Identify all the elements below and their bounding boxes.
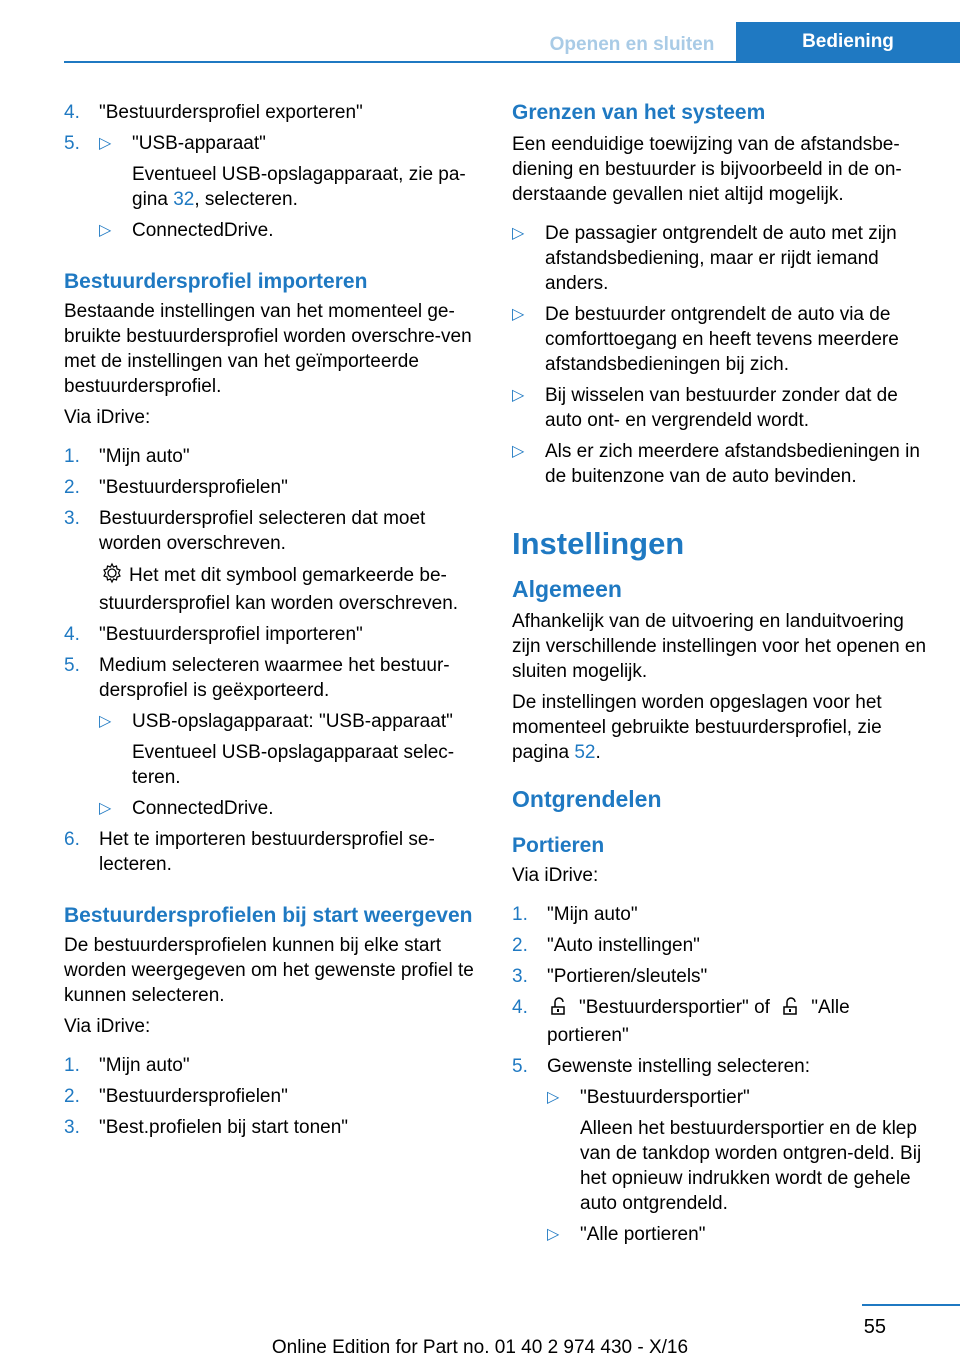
item-text: Bestuurdersprofiel selecteren dat moet worden overschreven. <box>99 508 426 554</box>
chapter-tab: Bediening <box>736 22 960 62</box>
item-number: 3. <box>64 508 80 529</box>
item-number: 2. <box>64 1086 80 1107</box>
left-column <box>64 100 479 1146</box>
list-item <box>512 902 930 927</box>
item-number: 5. <box>64 133 80 154</box>
list-item <box>512 1054 930 1247</box>
triangle-bullet-icon: ▷ <box>547 1089 560 1106</box>
paragraph-text: De instellingen worden opgeslagen voor het momenteel gebruikte bestuurdersprofiel, zie pagina <box>512 692 882 763</box>
bullet-text: Als er zich meerdere afstandsbedieningen in de buitenzone van de auto bevinden. <box>545 441 920 487</box>
item-text: "Mijn auto" <box>99 1055 190 1076</box>
sub-item-text: "USB-apparaat" <box>132 133 266 154</box>
list-item <box>64 1053 479 1078</box>
sub-item-text: "Bestuurdersportier" <box>580 1087 750 1108</box>
list-item <box>64 100 479 125</box>
note-text: Eventueel USB-opslagapparaat, zie pa‐gina <box>132 164 466 210</box>
paragraph: Afhankelijk van de uitvoering en landuitvoering zijn verschillende instellingen voor het openen en sluiten mogelijk. <box>512 611 927 682</box>
triangle-bullet-icon: ▷ <box>547 1226 560 1243</box>
header-rule <box>64 61 960 63</box>
item-text: "Bestuurdersprofiel importeren" <box>99 624 363 645</box>
triangle-bullet-icon: ▷ <box>99 713 112 730</box>
edition-footer: Online Edition for Part no. 01 40 2 974 430 - X/16 <box>271 1337 689 1358</box>
page-link[interactable]: 52 <box>574 742 596 763</box>
item-number: 4. <box>512 997 528 1018</box>
item-number: 2. <box>512 935 528 956</box>
bullet-text: De passagier ontgrendelt de auto met zijn afstandsbediening, maar er rijdt iemand anders. <box>545 223 897 294</box>
item-text: "Portieren/sleutels" <box>547 966 708 987</box>
item-text: "Bestuurdersprofielen" <box>99 1086 288 1107</box>
triangle-bullet-icon: ▷ <box>99 135 112 152</box>
list-item <box>64 475 479 500</box>
profile-gear-icon <box>101 562 123 591</box>
section-heading: Grenzen van het systeem <box>512 101 766 124</box>
sub-item-note: Alleen het bestuurdersportier en de klep van de tankdop worden ontgren‐deld. Bij het opnieuw indrukken wordt de gehele auto ontgrendeld. <box>580 1118 922 1214</box>
sub-item <box>99 709 479 790</box>
bullet-item <box>512 221 930 296</box>
item-text: "Auto instellingen" <box>547 935 700 956</box>
note-text: , selecteren. <box>194 189 298 210</box>
door-unlock-icon <box>549 996 573 1023</box>
paragraph: Een eenduidige toewijzing van de afstandsbe‐diening en bestuurder is bijvoorbeeld in de on‐derstaande gevallen niet altijd mogelijk. <box>512 134 902 205</box>
paragraph-text: . <box>595 742 601 763</box>
page-header <box>0 0 960 62</box>
item-number: 2. <box>64 477 80 498</box>
bullet-item <box>512 383 930 433</box>
section-heading: Algemeen <box>512 576 622 602</box>
item-text: "Bestuurdersprofielen" <box>99 477 288 498</box>
list-item <box>64 506 479 616</box>
note-text: Het met dit symbool gemarkeerde be‐stuurdersprofiel kan worden overschreven. <box>99 565 459 614</box>
section-tab: Openen en sluiten <box>528 28 736 62</box>
bullet-item <box>512 439 930 489</box>
item-number: 3. <box>512 966 528 987</box>
triangle-bullet-icon: ▷ <box>512 225 525 242</box>
triangle-bullet-icon: ▷ <box>512 306 525 323</box>
item-number: 5. <box>512 1056 528 1077</box>
paragraph: Via iDrive: <box>64 1016 151 1037</box>
item-number: 4. <box>64 624 80 645</box>
sub-item <box>99 796 479 821</box>
list-item <box>512 995 930 1048</box>
list-item <box>64 1115 479 1140</box>
sub-item <box>547 1085 930 1216</box>
item-text: "Alle portieren" <box>547 997 850 1046</box>
sub-item <box>547 1222 930 1247</box>
page-link[interactable]: 32 <box>173 189 195 210</box>
sub-item-text: ConnectedDrive. <box>132 798 274 819</box>
sub-item-text: USB-opslagapparaat: "USB-apparaat" <box>132 711 453 732</box>
section-heading: Ontgrendelen <box>512 786 662 812</box>
item-number: 1. <box>512 904 528 925</box>
item-number: 1. <box>64 1055 80 1076</box>
item-text: Medium selecteren waarmee het bestuur‐dersprofiel is geëxporteerd. <box>99 655 450 701</box>
list-item <box>64 622 479 647</box>
list-item <box>64 827 479 877</box>
triangle-bullet-icon: ▷ <box>512 387 525 404</box>
triangle-bullet-icon: ▷ <box>99 222 112 239</box>
list-item <box>512 964 930 989</box>
sub-item-text: ConnectedDrive. <box>132 220 274 241</box>
sub-item <box>99 131 479 212</box>
paragraph: Via iDrive: <box>512 865 599 886</box>
door-unlock-icon <box>781 996 805 1023</box>
item-number: 4. <box>64 102 80 123</box>
paragraph: Bestaande instellingen van het momenteel ge‐bruikte bestuurdersprofiel worden overschre‐ven met de instellingen van het geïmporteerde bestuurdersprofiel. <box>64 301 472 397</box>
section-heading: Bestuurdersprofielen bij start weergeven <box>64 904 473 927</box>
item-text: "Bestuurdersportier" of <box>579 997 776 1018</box>
item-number: 3. <box>64 1117 80 1138</box>
right-column <box>512 100 930 1253</box>
bullet-text: De bestuurder ontgrendelt de auto via de comforttoegang en heeft tevens meerdere afstandsbedieningen bij zich. <box>545 304 899 375</box>
paragraph: De bestuurdersprofielen kunnen bij elke start worden weergegeven om het gewenste profiel te kunnen selecteren. <box>64 935 474 1006</box>
list-item <box>64 444 479 469</box>
subsection-heading: Portieren <box>512 834 605 857</box>
item-number: 5. <box>64 655 80 676</box>
item-number: 1. <box>64 446 80 467</box>
item-text: Het te importeren bestuurdersprofiel se‐lecteren. <box>99 829 435 875</box>
sub-item-note <box>132 162 479 212</box>
item-text: "Mijn auto" <box>547 904 638 925</box>
triangle-bullet-icon: ▷ <box>512 443 525 460</box>
footer-rule <box>862 1304 960 1306</box>
list-item <box>64 131 479 243</box>
item-text: "Bestuurdersprofiel exporteren" <box>99 102 363 123</box>
item-note <box>99 562 479 616</box>
item-text: "Mijn auto" <box>99 446 190 467</box>
bullet-item <box>512 302 930 377</box>
chapter-heading: Instellingen <box>512 526 685 561</box>
item-text: Gewenste instelling selecteren: <box>547 1056 810 1077</box>
sub-item <box>99 218 479 243</box>
item-text: "Best.profielen bij start tonen" <box>99 1117 349 1138</box>
bullet-text: Bij wisselen van bestuurder zonder dat de auto ont- en vergrendeld wordt. <box>545 385 898 431</box>
item-number: 6. <box>64 829 80 850</box>
sub-item-text: "Alle portieren" <box>580 1224 706 1245</box>
list-item <box>64 1084 479 1109</box>
paragraph <box>512 690 930 765</box>
page-number: 55 <box>863 1316 886 1338</box>
paragraph: Via iDrive: <box>64 407 151 428</box>
list-item <box>64 653 479 821</box>
sub-item-note: Eventueel USB-opslagapparaat selec‐teren. <box>132 742 455 788</box>
triangle-bullet-icon: ▷ <box>99 800 112 817</box>
section-heading: Bestuurdersprofiel importeren <box>64 270 368 293</box>
list-item <box>512 933 930 958</box>
